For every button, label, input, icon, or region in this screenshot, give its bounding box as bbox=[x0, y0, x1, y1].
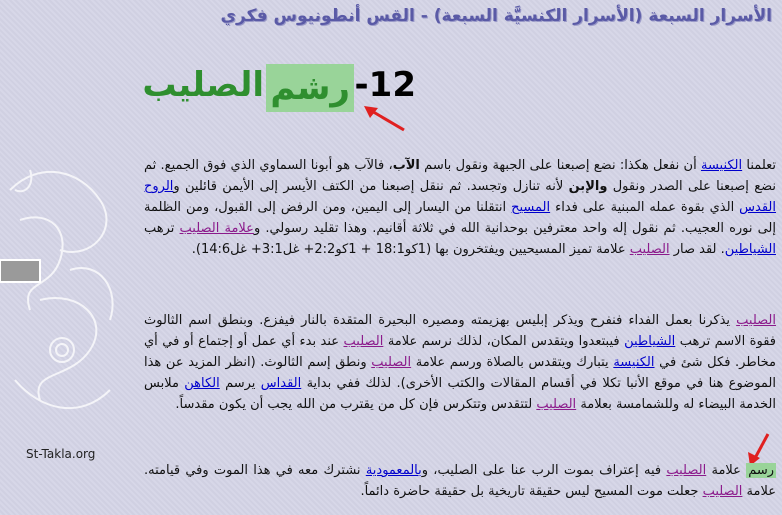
text: فيه إعتراف بموت الرب عنا على الصليب، و bbox=[421, 463, 662, 478]
link-cross[interactable]: الصليب bbox=[371, 355, 412, 370]
link-demons[interactable]: الشياطين bbox=[624, 334, 676, 349]
link-priest[interactable]: الكاهن bbox=[184, 376, 220, 391]
text: . لقد صار bbox=[673, 242, 725, 257]
text: علامة تميز المسيحيين ويفتخرون بها (1كو18:1 + 1كو2:2+ غل3:1+ غل14:6). bbox=[191, 242, 626, 257]
text-bold: والإبن bbox=[568, 179, 608, 194]
paragraph-1 bbox=[144, 155, 776, 260]
page-header: الأسرار السبعة (الأسرار الكنسيَّة السبعة) - القس أنطونيوس فكري bbox=[220, 6, 772, 26]
link-cross[interactable]: الصليب bbox=[666, 463, 707, 478]
link-baptism[interactable]: بالمعمودية bbox=[365, 463, 422, 478]
link-church[interactable]: الكنيسة bbox=[700, 158, 743, 173]
link-cross[interactable]: الصليب bbox=[536, 397, 577, 412]
paragraph-2 bbox=[144, 310, 776, 415]
highlighted-word: رسم bbox=[748, 463, 775, 478]
text: ترهب bbox=[144, 221, 175, 236]
section-number: 12- bbox=[354, 65, 416, 105]
text: لأنه تنازل وتجسد. ثم ننقل إصبعنا من الكتف الأيسر إلى الأيمن قائلين و bbox=[173, 179, 564, 194]
text-bold: الآب bbox=[392, 158, 420, 173]
text: ملابس الخدمة البيضاء له وللشمامسة بعلامة bbox=[144, 376, 776, 412]
link-demons[interactable]: الشياطين bbox=[724, 242, 776, 257]
text: تعلمنا bbox=[746, 158, 777, 173]
link-cross[interactable]: الصليب bbox=[629, 242, 670, 257]
text: ، فالآب هو أبونا السماوي الذي فوق الجميع. ثم نضع إصبعنا على الصدر ونقول bbox=[144, 158, 777, 194]
ornament-decoration bbox=[0, 150, 130, 440]
text: فيبتعدوا ويتقدس المكان، لذلك نرسم علامة bbox=[387, 334, 620, 349]
link-liturgy[interactable]: القداس bbox=[260, 376, 302, 391]
text: انتقلنا من اليسار إلى اليمين، ومن الرفض إلى القبول، ومن الظلمة إلى نوره العجيب. ثم نقول إله واحد معترفين بوحدانية الله في ثلاثة أقانيم. وهذا تقليد رسولي. و bbox=[144, 200, 777, 236]
text: عند بدء أي عمل أو إجتماع أو في أي مخاطر. فكل شئ في bbox=[144, 334, 777, 370]
text: أن نفعل هكذا: نضع إصبعنا على الجبهة ونقول باسم bbox=[424, 158, 697, 173]
link-holy-spirit[interactable]: الروح القدس bbox=[144, 179, 776, 215]
link-church[interactable]: الكنيسة bbox=[613, 355, 655, 370]
link-cross[interactable]: الصليب bbox=[736, 313, 776, 328]
link-cross[interactable]: الصليب bbox=[702, 484, 743, 499]
link-cross[interactable]: الصليب bbox=[343, 334, 384, 349]
text: لتتقدس وتتكرس فإن كل من يقترب من الله يجب أن يكون مقدساً. bbox=[175, 397, 533, 412]
text: ونطق إسم الثالوث. (انظر المزيد عن هذا الموضوع هنا في موقع الأنبا تكلا في أقسام المقالات والكتب الأخرى). لذلك ففي بداية bbox=[144, 355, 776, 391]
text: جعلت موت المسيح ليس حقيقة تاريخية بل حقيقة حاضرة دائماً. bbox=[360, 484, 699, 499]
paragraph-3 bbox=[144, 460, 776, 502]
site-watermark: St-Takla.org bbox=[26, 447, 96, 461]
title-rest: الصليب bbox=[142, 65, 264, 105]
arrow-icon bbox=[360, 100, 410, 136]
link-christ[interactable]: المسيح bbox=[511, 200, 551, 215]
text: علامة bbox=[711, 463, 741, 478]
text: يتبارك ويتقدس بالصلاة ورسم علامة bbox=[415, 355, 609, 370]
text: يرسم bbox=[225, 376, 256, 391]
text: يذكرنا بعمل الفداء فنفرح ويذكر إبليس بهزيمته ومصيره البحيرة المتقدة بالنار فيفزع. وبنطق اسم الثالوث فقوة الاسم ترهب bbox=[144, 313, 776, 349]
title-highlight: رشم bbox=[266, 64, 354, 112]
text: نشترك معه في هذا الموت وفي قيامته. علامة bbox=[144, 463, 776, 499]
text: الذي بقوة عمله المبنية على فداء bbox=[555, 200, 735, 215]
link-sign-of-cross[interactable]: علامة الصليب bbox=[179, 221, 254, 236]
